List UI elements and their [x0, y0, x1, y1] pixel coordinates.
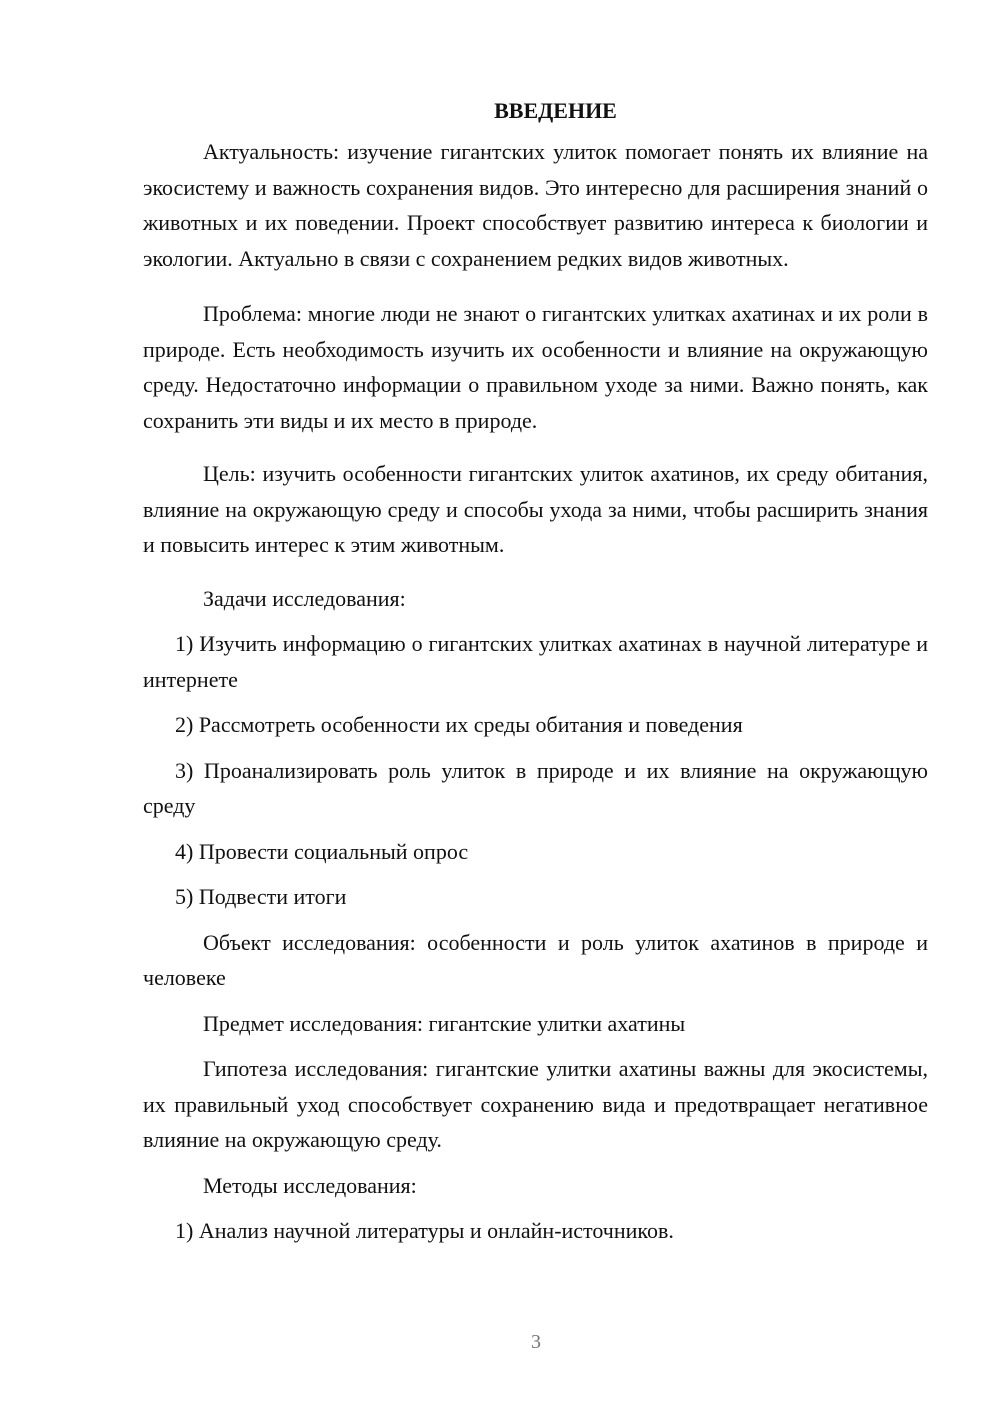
task-item-1: 1) Изучить информацию о гигантских улитках ахатинах в научной литературе и интернете — [143, 631, 928, 692]
problem-paragraph: Проблема: многие люди не знают о гигантских улитках ахатинах и их роли в природе. Есть необходимость изучить их особенности и влияние на окружающую среду. Недостаточно информации о правильном уходе за ними. Важно понять, как сохранить эти виды и их место в природе. — [143, 301, 928, 433]
section-heading: ВВЕДЕНИЕ — [494, 98, 617, 123]
tasks-title: Задачи исследования: — [203, 585, 406, 611]
goal-paragraph: Цель: изучить особенности гигантских улиток ахатинов, их среду обитания, влияние на окружающую среду и способы ухода за ними, чтобы расширить знания и повысить интерес к этим животным. — [143, 461, 928, 557]
page-number: 3 — [531, 1331, 541, 1353]
task-item-2: 2) Рассмотреть особенности их среды обитания и поведения — [175, 712, 743, 737]
relevance-paragraph: Актуальность: изучение гигантских улиток помогает понять их влияние на экосистему и важность сохранения видов. Это интересно для расширения знаний о животных и их поведении. Проект способствует развитию интереса к биологии и экологии. Актуально в связи с сохранением редких видов животных. — [143, 139, 928, 271]
subject-paragraph: Предмет исследования: гигантские улитки ахатины — [203, 1010, 686, 1036]
task-item-5: 5) Подвести итоги — [175, 884, 347, 909]
method-item-1: 1) Анализ научной литературы и онлайн-источников. — [175, 1218, 674, 1243]
task-item-3: 3) Проанализировать роль улиток в природе и их влияние на окружающую среду — [143, 757, 928, 818]
document-page — [143, 94, 928, 1249]
methods-title: Методы исследования: — [203, 1172, 417, 1198]
hypothesis-paragraph: Гипотеза исследования: гигантские улитки ахатины важны для экосистемы, их правильный уход способствует сохранению вида и предотвращает негативное влияние на окружающую среду. — [143, 1056, 928, 1152]
task-item-4: 4) Провести социальный опрос — [175, 838, 469, 864]
object-paragraph: Объект исследования: особенности и роль улиток ахатинов в природе и человеке — [143, 929, 928, 990]
